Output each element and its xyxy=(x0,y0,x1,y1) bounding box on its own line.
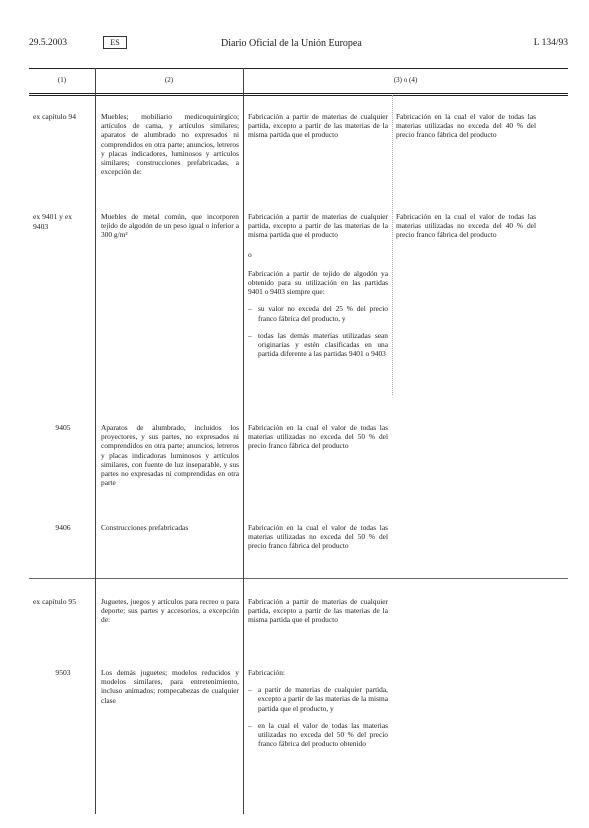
rule-condition-item: – a partir de materias de cualquier partida, excepto a partir de las materias de la misma partida que el producto, y xyxy=(248,685,388,713)
row-rule-col3 xyxy=(248,668,388,748)
row-description: Muebles; mobiliario medicoquirúrgico; artículos de cama, y artículos similares; aparatos de alumbrado no expresados ni comprendidos en otra parte; anuncios, letreros y placas indicadores, luminosos y artículos similares; construcciones prefabricadas, a excepción de: xyxy=(101,112,239,177)
journal-title: Diario Oficial de la Unión Europea xyxy=(221,38,362,49)
row-description: Aparatos de alumbrado, incluidos los proyectores, y sus partes, no expresados ni comprendidos en otra parte; anuncios, letreros y placas indicadoras luminosos y artículos similares, con fuente de luz inseparable, y sus partes no expresadas ni comprendidas en otra parte xyxy=(101,423,239,488)
page-reference: L 134/93 xyxy=(533,38,568,48)
row-code: ex capítulo 94 xyxy=(33,112,77,121)
row-description: Juguetes, juegos y artículos para recreo o para deporte; sus partes y accesorios, a excepción de: xyxy=(101,597,239,625)
table-header-rule xyxy=(29,93,568,94)
row-code: ex 9401 y ex 9403 xyxy=(33,212,73,231)
column-header-1: (1) xyxy=(57,76,67,84)
rule-condition-item: – en la cual el valor de todas las materias utilizadas no exceda del 50 % del precio franco fábrica del producto obtenido xyxy=(248,721,388,749)
rule-or: o xyxy=(248,249,252,259)
table-header-rule-double xyxy=(29,95,568,96)
row-rule-col3: Fabricación en la cual el valor de todas las materias utilizadas no exceda del 50 % del precio franco fábrica del producto xyxy=(248,423,388,451)
row-rule-col3 xyxy=(248,212,388,358)
publication-date: 29.5.2003 xyxy=(29,38,67,48)
row-code: 9406 xyxy=(55,523,71,532)
row-rule-col3: Fabricación a partir de materias de cualquier partida, excepto a partir de las materias de la misma partida que el producto xyxy=(248,112,388,140)
column-divider-3 xyxy=(392,95,393,395)
row-rule-col3: Fabricación en la cual el valor de todas las materias utilizadas no exceda del 50 % del precio franco fábrica del producto xyxy=(248,523,388,551)
rule-condition-item: – todas las demás materias utilizadas sean originarias y estén clasificadas en una partida diferente a las partidas 9401 o 9403 xyxy=(248,331,388,359)
column-header-2: (2) xyxy=(164,76,174,84)
row-description: Muebles de metal común, que incorporen tejido de algodón de un peso igual o inferior a 300 g/m² xyxy=(101,212,239,240)
row-rule-col4: Fabricación en la cual el valor de todas las materias utilizadas no exceda del 40 % del precio franco fábrica del producto xyxy=(396,112,536,140)
language-badge: ES xyxy=(103,36,127,49)
row-code: 9405 xyxy=(55,423,71,432)
rule-conditions xyxy=(248,304,388,358)
row-rule-col3: Fabricación a partir de materias de cualquier partida, excepto a partir de las materias de la misma partida que el producto xyxy=(248,597,388,625)
table-top-rule xyxy=(29,68,568,69)
rule-condition-item: – su valor no exceda del 25 % del precio franco fábrica del producto, y xyxy=(248,304,388,322)
row-description: Los demás juguetes; modelos reducidos y modelos similares, para entretenimiento, incluso animados; rompecabezas de cualquier clase xyxy=(101,668,239,705)
row-description: Construcciones prefabricadas xyxy=(101,523,189,532)
row-code: 9503 xyxy=(55,668,71,677)
column-divider-2 xyxy=(243,68,244,814)
rule-conditions xyxy=(248,685,388,748)
row-code: ex capítulo 95 xyxy=(33,597,77,606)
row-rule-col4: Fabricación en la cual el valor de todas las materias utilizadas no exceda del 40 % del precio franco fábrica del producto xyxy=(396,212,536,240)
rule-alternative: Fabricación a partir de tejido de algodón ya obtenido para su utilización en las partidas 9401 o 9403 siempre que: xyxy=(248,268,388,297)
chapter-divider xyxy=(29,578,568,579)
column-header-3-4: (3) o (4) xyxy=(393,76,418,84)
column-divider-1 xyxy=(95,68,96,814)
rule-text: Fabricación: xyxy=(248,668,285,677)
rule-text: Fabricación a partir de materias de cualquier partida, excepto a partir de las materias de la misma partida que el producto xyxy=(248,212,388,240)
